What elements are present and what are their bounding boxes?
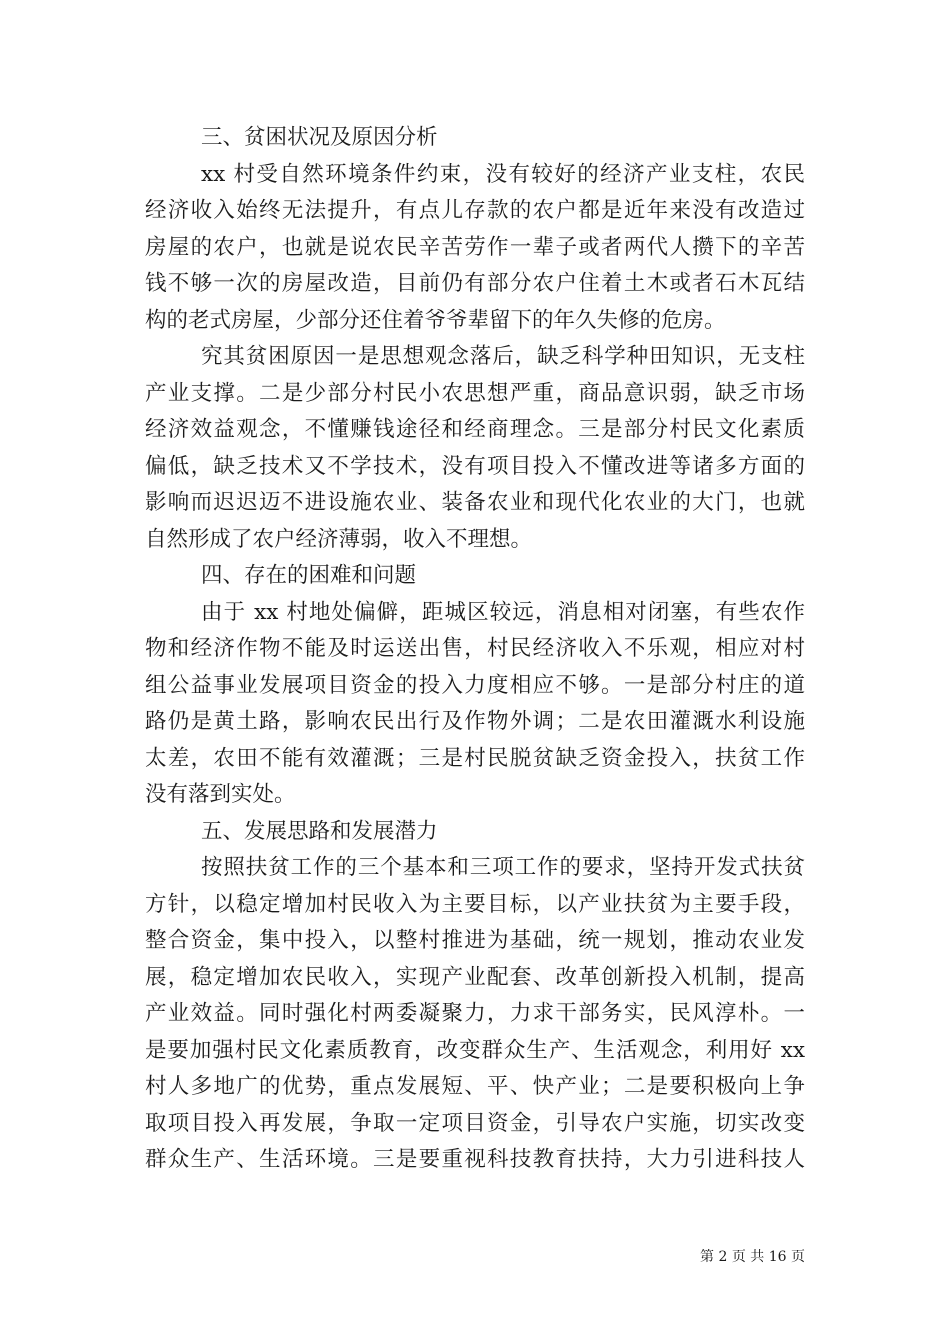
paragraph-line: xx 村受自然环境条件约束，没有较好的经济产业支柱，农民 xyxy=(201,161,805,187)
paragraph-line: 经济收入始终无法提升，有点儿存款的农户都是近年来没有改造过 xyxy=(145,198,805,223)
paragraph-line: 村人多地广的优势，重点发展短、平、快产业；二是要积极向上争 xyxy=(145,1074,805,1099)
paragraph-line: 物和经济作物不能及时运送出售，村民经济收入不乐观，相应对村 xyxy=(145,636,805,661)
paragraph-line: 方针，以稳定增加村民收入为主要目标，以产业扶贫为主要手段， xyxy=(145,891,805,917)
paragraph-line: 没有落到实处。 xyxy=(145,782,296,807)
paragraph-line: 按照扶贫工作的三个基本和三项工作的要求，坚持开发式扶贫 xyxy=(201,855,805,880)
section-heading-difficulties: 四、存在的困难和问题 xyxy=(201,563,417,588)
paragraph-line: 是要加强村民文化素质教育，改变群众生产、生活观念，利用好 xx xyxy=(145,1037,805,1063)
paragraph-line: 路仍是黄土路，影响农民出行及作物外调；二是农田灌溉水利设施 xyxy=(145,709,805,734)
section-heading-poverty-analysis: 三、贫困状况及原因分析 xyxy=(201,125,438,150)
paragraph-line: 组公益事业发展项目资金的投入力度相应不够。一是部分村庄的道 xyxy=(145,672,805,698)
paragraph-line: 自然形成了农户经济薄弱，收入不理想。 xyxy=(145,526,533,552)
paragraph-line: 经济效益观念，不懂赚钱途径和经商理念。三是部分村民文化素质 xyxy=(145,417,805,442)
paragraph-line: 产业支撑。二是少部分村民小农思想严重，商品意识弱，缺乏市场 xyxy=(145,380,805,406)
paragraph-line: 钱不够一次的房屋改造，目前仍有部分农户住着土木或者石木瓦结 xyxy=(145,271,805,296)
document-body xyxy=(145,120,805,1179)
paragraph-line: 影响而迟迟迈不进设施农业、装备农业和现代化农业的大门，也就 xyxy=(145,490,805,515)
paragraph-line: 房屋的农户，也就是说农民辛苦劳作一辈子或者两代人攒下的辛苦 xyxy=(145,234,805,260)
paragraph-line: 取项目投入再发展，争取一定项目资金，引导农户实施，切实改变 xyxy=(145,1110,805,1136)
paragraph-line: 群众生产、生活环境。三是要重视科技教育扶持，大力引进科技人 xyxy=(145,1147,805,1172)
paragraph-line: 究其贫困原因一是思想观念落后，缺乏科学种田知识，无支柱 xyxy=(201,344,805,369)
paragraph-line: 偏低，缺乏技术又不学技术，没有项目投入不懂改进等诸多方面的 xyxy=(145,453,805,479)
paragraph-line: 展，稳定增加农民收入，实现产业配套、改革创新投入机制，提高 xyxy=(145,964,805,990)
paragraph-line: 产业效益。同时强化村两委凝聚力，力求干部务实，民风淳朴。一 xyxy=(145,1001,805,1026)
paragraph-line: 构的老式房屋，少部分还住着爷爷辈留下的年久失修的危房。 xyxy=(145,307,726,333)
paragraph-line: 整合资金，集中投入，以整村推进为基础，统一规划，推动农业发 xyxy=(145,928,805,953)
page-number: 第 2 页 共 16 页 xyxy=(700,1249,805,1265)
section-heading-development: 五、发展思路和发展潜力 xyxy=(201,818,438,844)
paragraph-line: 由于 xx 村地处偏僻，距城区较远，消息相对闭塞，有些农作 xyxy=(201,599,805,625)
paragraph-line: 太差，农田不能有效灌溉；三是村民脱贫缺乏资金投入，扶贫工作 xyxy=(145,745,805,771)
